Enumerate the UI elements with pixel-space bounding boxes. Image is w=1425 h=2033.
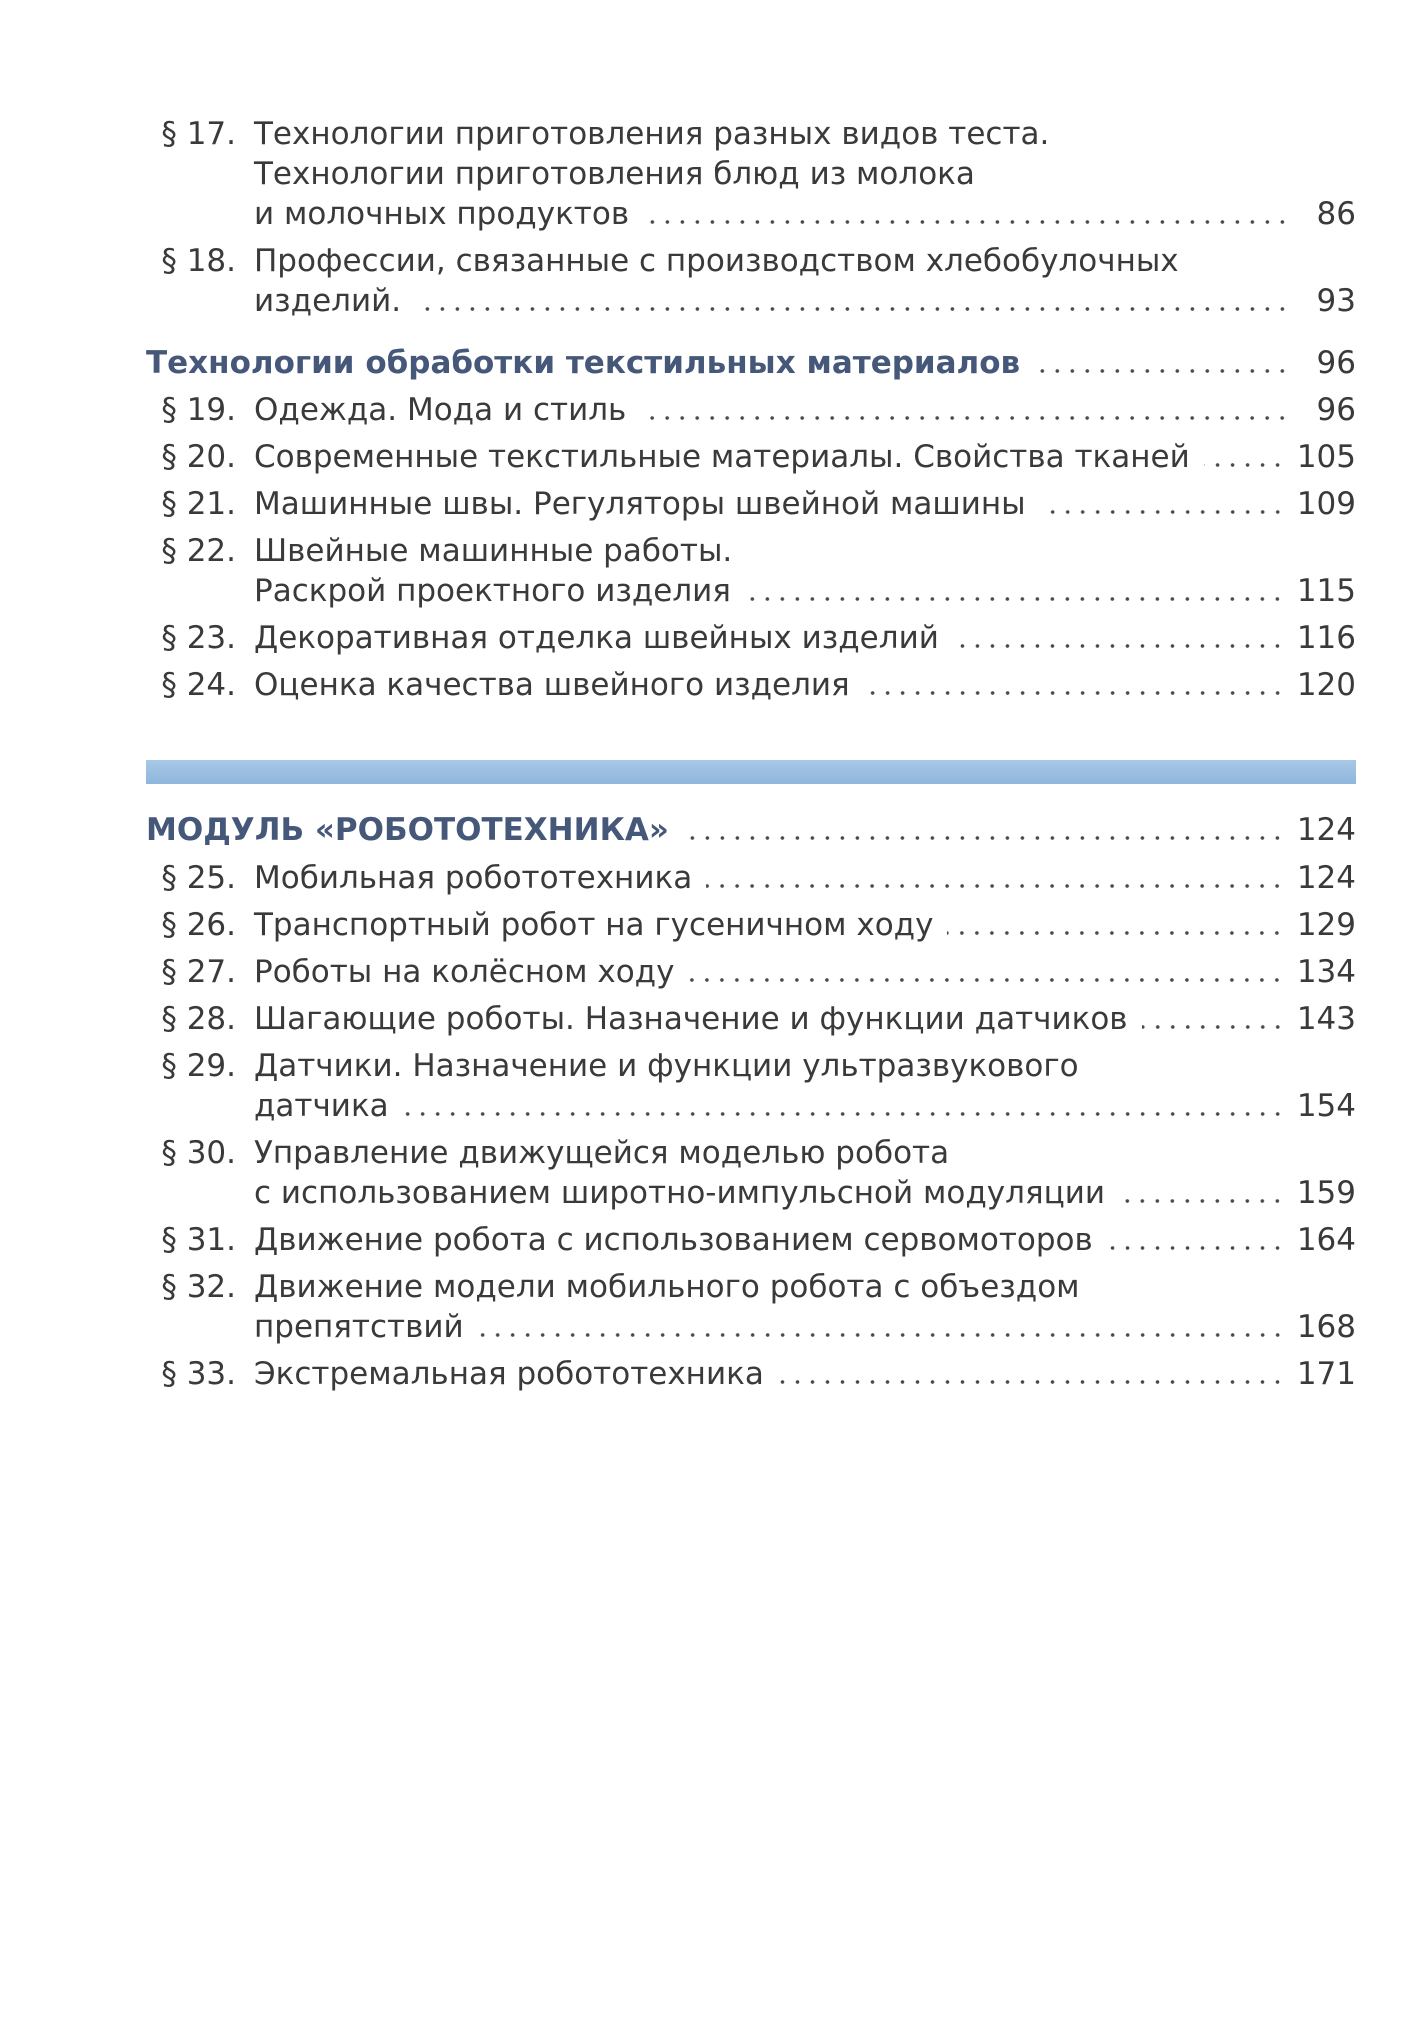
page-number: 109 xyxy=(1296,486,1356,522)
page-number: 124 xyxy=(1296,812,1356,848)
entry-title-line: Машинные швы. Регуляторы швейной машины xyxy=(254,486,1026,522)
toc-entry[interactable] xyxy=(146,437,1356,477)
entry-last-line xyxy=(254,1173,1356,1213)
toc-entry[interactable] xyxy=(146,390,1356,430)
entry-body xyxy=(254,1354,1356,1394)
entry-title-line: изделий. xyxy=(254,283,402,319)
toc-entry[interactable] xyxy=(146,1267,1356,1347)
toc-entry[interactable] xyxy=(146,241,1356,321)
dot-leader xyxy=(1142,1025,1285,1029)
entry-body xyxy=(254,858,1356,898)
entry-title-line: Раскрой проектного изделия xyxy=(254,573,731,609)
paragraph-number: § 23. xyxy=(161,620,236,656)
dot-leader xyxy=(478,1333,1285,1337)
paragraph-number: § 17. xyxy=(161,116,236,152)
module-divider-bar xyxy=(146,760,1356,784)
module-heading[interactable] xyxy=(146,810,1356,850)
paragraph-number: § 19. xyxy=(161,392,236,428)
toc-entry[interactable] xyxy=(146,1220,1356,1260)
dot-leader xyxy=(1107,1246,1285,1250)
dot-leader xyxy=(688,978,1284,982)
entry-body xyxy=(254,114,1356,234)
page-number: 96 xyxy=(1316,392,1356,428)
entry-body xyxy=(254,952,1356,992)
paragraph-number: § 33. xyxy=(161,1356,236,1392)
section-title: Технологии обработки текстильных материалов xyxy=(146,345,1021,381)
entry-last-line xyxy=(254,194,1356,234)
toc-entry[interactable] xyxy=(146,114,1356,234)
dot-leader xyxy=(1034,369,1290,373)
toc-entry[interactable] xyxy=(146,484,1356,524)
entry-title-line: Движение модели мобильного робота с объездом xyxy=(254,1269,1080,1305)
dot-leader xyxy=(864,691,1285,695)
toc-entry[interactable] xyxy=(146,665,1356,705)
entry-title-line: Транспортный робот на гусеничном ходу xyxy=(254,907,934,943)
paragraph-number: § 31. xyxy=(161,1222,236,1258)
dot-leader xyxy=(1204,463,1285,467)
page-number: 171 xyxy=(1296,1356,1356,1392)
entry-title-line: Датчики. Назначение и функции ультразвукового xyxy=(254,1048,1079,1084)
dot-leader xyxy=(778,1380,1285,1384)
page-number: 154 xyxy=(1296,1088,1356,1124)
entry-last-line xyxy=(254,437,1356,477)
paragraph-number: § 20. xyxy=(161,439,236,475)
toc-module-robotics xyxy=(146,810,1356,850)
page-number: 93 xyxy=(1316,283,1356,319)
entry-title-line: Оценка качества швейного изделия xyxy=(254,667,850,703)
entry-title-line: Швейные машинные работы. xyxy=(254,533,733,569)
entry-title-line: Профессии, связанные с производством хлебобулочных xyxy=(254,243,1179,279)
entry-body xyxy=(254,1133,1356,1213)
entry-body xyxy=(254,531,1356,611)
dot-leader xyxy=(1119,1199,1285,1203)
dot-leader xyxy=(706,884,1285,888)
paragraph-number: § 21. xyxy=(161,486,236,522)
toc-entry[interactable] xyxy=(146,618,1356,658)
toc-entry[interactable] xyxy=(146,905,1356,945)
page-number: 143 xyxy=(1296,1001,1356,1037)
entry-title-line: Современные текстильные материалы. Свойства тканей xyxy=(254,439,1190,475)
entry-title-line: Роботы на колёсном ходу xyxy=(254,954,675,990)
entry-last-line xyxy=(254,1220,1356,1260)
toc-group-textiles xyxy=(146,390,1356,705)
entry-last-line xyxy=(254,618,1356,658)
entry-body xyxy=(254,1267,1356,1347)
dot-leader xyxy=(745,597,1285,601)
toc-entry[interactable] xyxy=(146,531,1356,611)
entry-title-line: Движение робота с использованием сервомоторов xyxy=(254,1222,1093,1258)
entry-title-line: Технологии приготовления разных видов теста. xyxy=(254,116,1050,152)
paragraph-number: § 29. xyxy=(161,1048,236,1084)
entry-title-line: Декоративная отделка швейных изделий xyxy=(254,620,939,656)
module-title: МОДУЛЬ «РОБОТОТЕХНИКА» xyxy=(146,812,669,848)
entry-title-line: датчика xyxy=(254,1088,389,1124)
entry-body xyxy=(254,618,1356,658)
entry-body xyxy=(254,390,1356,430)
dot-leader xyxy=(643,220,1290,224)
entry-last-line xyxy=(254,1354,1356,1394)
dot-leader xyxy=(683,836,1285,840)
toc-entry[interactable] xyxy=(146,1354,1356,1394)
entry-title-line: препятствий xyxy=(254,1309,464,1345)
toc-group-robotics xyxy=(146,858,1356,1394)
entry-last-line xyxy=(254,905,1356,945)
entry-title-line: с использованием широтно-импульсной модуляции xyxy=(254,1175,1105,1211)
paragraph-number: § 22. xyxy=(161,533,236,569)
page-number: 129 xyxy=(1296,907,1356,943)
paragraph-number: § 28. xyxy=(161,1001,236,1037)
page-number: 115 xyxy=(1296,573,1356,609)
section-heading[interactable] xyxy=(146,343,1356,383)
entry-last-line xyxy=(254,999,1356,1039)
toc-entry[interactable] xyxy=(146,1133,1356,1213)
entry-body xyxy=(254,437,1356,477)
paragraph-number: § 27. xyxy=(161,954,236,990)
entry-last-line xyxy=(254,665,1356,705)
entry-last-line xyxy=(254,1307,1356,1347)
entry-body xyxy=(254,999,1356,1039)
paragraph-number: § 30. xyxy=(161,1135,236,1171)
entry-title-line: Экстремальная робототехника xyxy=(254,1356,764,1392)
entry-body xyxy=(254,665,1356,705)
page-number: 124 xyxy=(1296,860,1356,896)
entry-title-line: Технологии приготовления блюд из молока xyxy=(254,156,975,192)
entry-last-line xyxy=(254,281,1356,321)
dot-leader xyxy=(947,931,1284,935)
page-number: 105 xyxy=(1296,439,1356,475)
entry-last-line xyxy=(254,571,1356,611)
page-number: 96 xyxy=(1316,345,1356,381)
toc-entry[interactable] xyxy=(146,858,1356,898)
paragraph-number: § 25. xyxy=(161,860,236,896)
entry-title-line: Одежда. Мода и стиль xyxy=(254,392,627,428)
toc-entry[interactable] xyxy=(146,999,1356,1039)
entry-last-line xyxy=(254,952,1356,992)
paragraph-number: § 32. xyxy=(161,1269,236,1305)
page-number: 159 xyxy=(1296,1175,1356,1211)
page-number: 134 xyxy=(1296,954,1356,990)
entry-last-line xyxy=(254,390,1356,430)
page-number: 164 xyxy=(1296,1222,1356,1258)
paragraph-number: § 18. xyxy=(161,243,236,279)
entry-body xyxy=(254,905,1356,945)
toc-entry[interactable] xyxy=(146,952,1356,992)
page-number: 86 xyxy=(1316,196,1356,232)
page-number: 116 xyxy=(1296,620,1356,656)
entry-title-line: и молочных продуктов xyxy=(254,196,630,232)
entry-last-line xyxy=(254,1086,1356,1126)
paragraph-number: § 24. xyxy=(161,667,236,703)
entry-title-line: Шагающие роботы. Назначение и функции датчиков xyxy=(254,1001,1128,1037)
entry-last-line xyxy=(254,484,1356,524)
dot-leader xyxy=(640,416,1290,420)
dot-leader xyxy=(1040,510,1285,514)
page-number: 120 xyxy=(1296,667,1356,703)
toc-entry[interactable] xyxy=(146,1046,1356,1126)
entry-body xyxy=(254,484,1356,524)
dot-leader xyxy=(415,307,1290,311)
entry-body xyxy=(254,1220,1356,1260)
entry-body xyxy=(254,1046,1356,1126)
toc-group-cooking xyxy=(146,114,1356,321)
entry-title-line: Управление движущейся моделью робота xyxy=(254,1135,950,1171)
dot-leader xyxy=(953,644,1285,648)
toc-section-textiles xyxy=(146,343,1356,383)
page-number: 168 xyxy=(1296,1309,1356,1345)
entry-body xyxy=(254,241,1356,321)
dot-leader xyxy=(403,1112,1285,1116)
entry-last-line xyxy=(254,858,1356,898)
entry-title-line: Мобильная робототехника xyxy=(254,860,693,896)
paragraph-number: § 26. xyxy=(161,907,236,943)
